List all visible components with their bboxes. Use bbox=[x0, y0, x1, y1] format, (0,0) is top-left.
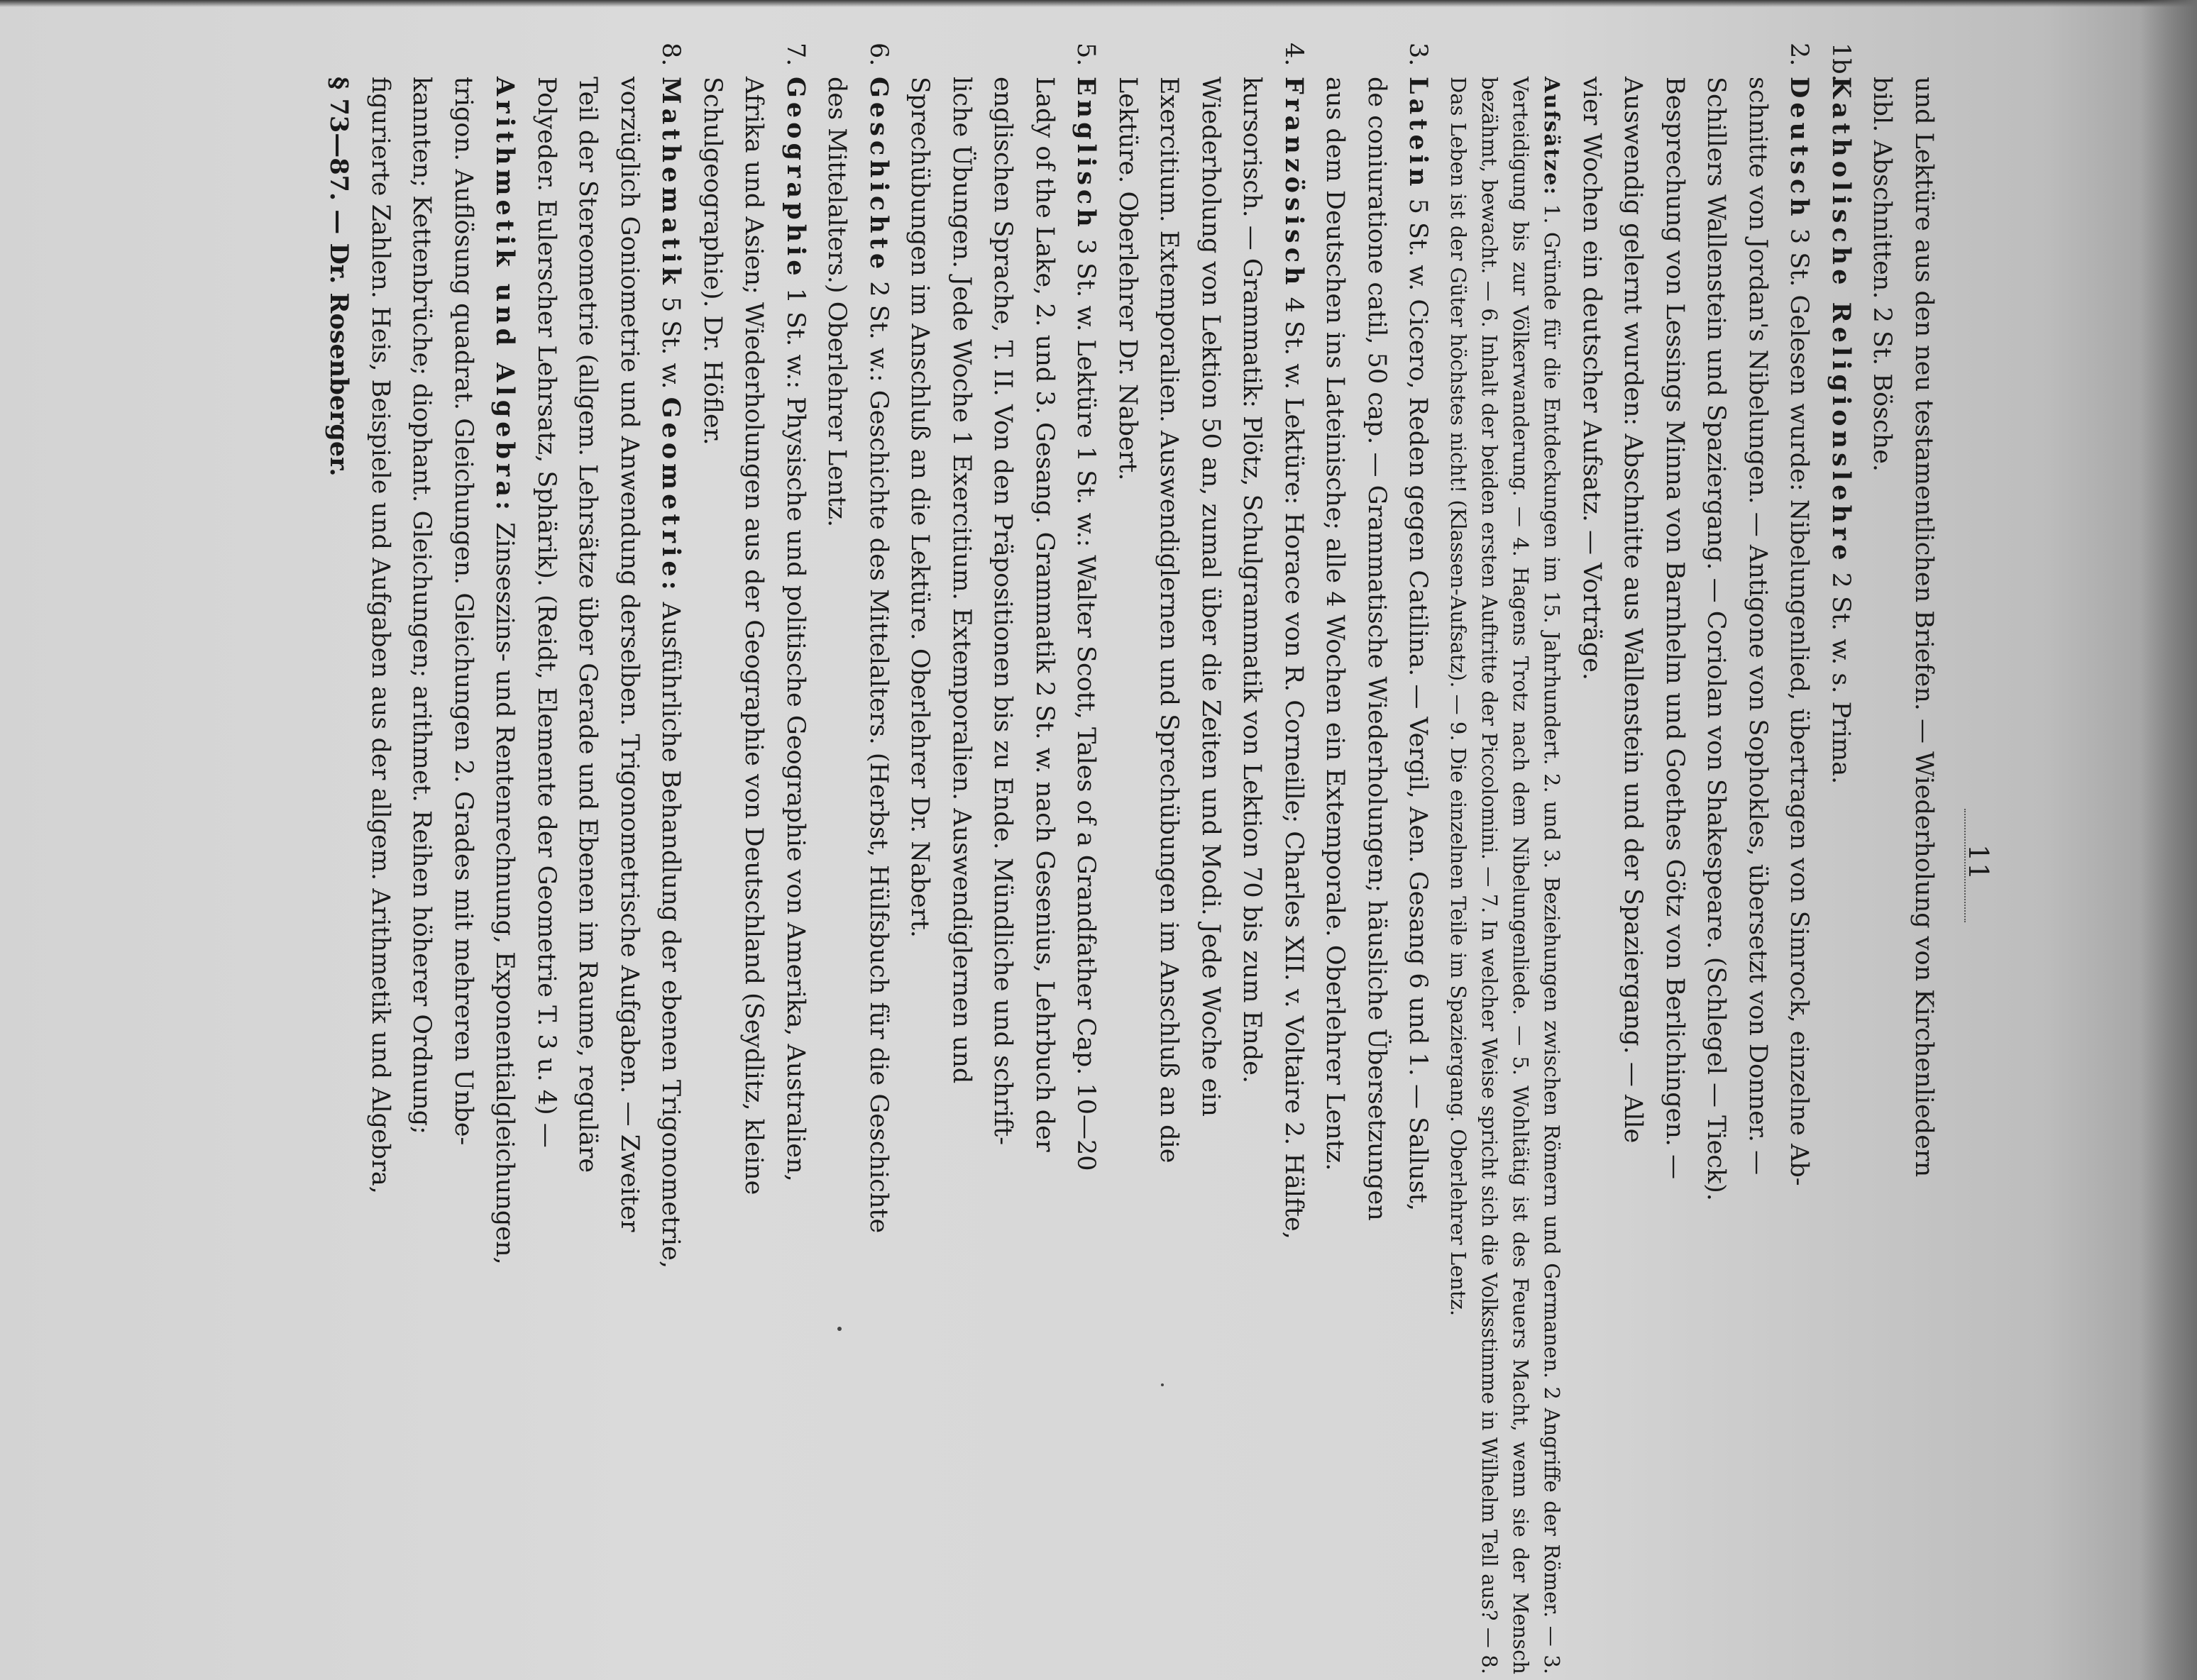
section-subject: Deutsch bbox=[1785, 77, 1815, 221]
section-geschichte: 6.Geschichte 2 St. w.: Geschichte des Mittelalters. (Herbst, Hülfsbuch für die Geschichte bbox=[858, 43, 900, 1674]
text-line: Afrika und Asien; Wiederholungen aus der Geographie von Deutschland (Seydlitz, kleine bbox=[739, 77, 769, 1195]
text-line: Schillers Wallenstein und Spaziergang. — Coriolan von Shakespeare. (Schlegel — Tieck). bbox=[1702, 77, 1731, 1201]
text-line: kursorisch. — Grammatik: Plötz, Schulgrammatik von Lektion 70 bis zum Ende. bbox=[1238, 77, 1267, 1084]
section-mathematik: 8.Mathematik 5 St. w. Geometrie: Ausführliche Behandlung der ebenen Trigonometrie, bbox=[650, 43, 692, 1674]
text-line: Exercitium. Extemporalien. Auswendiglernen und Sprechübungen im Anschluß an die bbox=[1155, 77, 1184, 1164]
aufsaetze-list: Aufsätze: 1. Gründe für die Entdeckungen im 15. Jahrhundert. 2. und 3. Beziehungen zwischen Römern und Germanen. 2 Angriffe der Römer. — 3. Verteidigung bis zur Völkerwanderung. — 4. Hagens Trotz nach dem Nibelungenliede. — 5. Wohltätig ist des Feuers Macht, wenn sie der Mensch bezähmt, bewacht. — 6. Inhalt der beiden ersten Auftritte der Piccolomini. — 7. In welcher Weise spricht sich die Volksstimme in Wilhelm Tell aus? — 8. Das Leben ist der Güter höchstes nicht! (Klassen-Aufsatz). — 9. Die einzelnen Teile im Spaziergang. Oberlehrer Lentz. bbox=[1446, 77, 1565, 1674]
text-line: Teil der Stereometrie (allgem. Lehrsätze über Gerade und Ebenen im Raume, reguläre bbox=[573, 77, 602, 1173]
text-line: Besprechung von Lessings Minna von Barnhelm und Goethes Götz von Berlichingen. — bbox=[1661, 77, 1689, 1180]
page-number-rule bbox=[1964, 809, 1966, 922]
section-englisch: 5.Englisch 3 St. w. Lektüre 1 St. w.: Walter Scott, Tales of a Grandfather Cap. 10—20 bbox=[1065, 43, 1107, 1674]
text-line: bibl. Abschnitten. 2 St. Bösche. bbox=[1868, 77, 1897, 472]
section-religion: 1b.Katholische Religionslehre 2 St. w. s. Prima. bbox=[1820, 43, 1862, 1674]
scan-right-edge-shadow bbox=[2140, 0, 2197, 1680]
text-line: Polyeder. Eulerscher Lehrsatz, Sphärik). (Reidt, Elemente der Geometrie T. 3 u. 4) — bbox=[532, 77, 561, 1148]
scan-top-edge bbox=[0, 0, 2197, 7]
text-line: Lektüre. Oberlehrer Dr. Nabert. bbox=[1113, 77, 1142, 481]
geometrie-label: Geometrie: bbox=[656, 397, 686, 595]
arithmetik-label: Arithmetik und Algebra: bbox=[490, 77, 520, 514]
text-line: vorzüglich Goniometrie und Anwendung derselben. Trigonometrische Aufgaben. — Zweiter bbox=[615, 77, 644, 1232]
text-line: Schulgeographie). Dr. Höfler. bbox=[698, 77, 727, 446]
text-line: schnitte von Jordan's Nibelungen. — Antigone von Sophokles, übersetzt von Donner. — bbox=[1744, 77, 1772, 1176]
section-number: 3. bbox=[1404, 43, 1433, 67]
text-line: Lady of the Lake, 2. und 3. Gesang. Grammatik 2 St. w. nach Gesenius, Lehrbuch der bbox=[1030, 77, 1059, 1152]
text-line: und Lektüre aus den neu testamentlichen Briefen. — Wiederholung von Kirchenliedern bbox=[1910, 77, 1938, 1178]
section-number: 5. bbox=[1072, 43, 1101, 67]
text-line: trigon. Auflösung quadrat. Gleichungen. Gleichungen 2. Grades mit mehreren Unbe- bbox=[449, 77, 478, 1146]
section-subject: Geschichte bbox=[864, 77, 893, 274]
text-line: englischen Sprache, T. II. Von den Präpositionen bis zu Ende. Mündliche und schrift- bbox=[989, 77, 1018, 1146]
section-subject: Englisch bbox=[1072, 77, 1101, 231]
section-number: 8. bbox=[656, 43, 685, 67]
section-number: 6. bbox=[864, 43, 893, 67]
text-line: aus dem Deutschen ins Lateinische; alle 4 Wochen ein Extemporale. Oberlehrer Lentz. bbox=[1321, 77, 1350, 1171]
section-subject: Mathematik bbox=[656, 77, 686, 289]
text-line: vier Wochen ein deutscher Aufsatz. — Vorträge. bbox=[1577, 77, 1606, 680]
section-franzoesisch: 4.Französisch 4 St. w. Lektüre: Horace von R. Corneille; Charles XII. v. Voltaire 2. Hälfte, bbox=[1273, 43, 1315, 1674]
text-line: kannten; Kettenbrüche; diophant. Gleichungen; arithmet. Reihen höherer Ordnung; bbox=[407, 77, 436, 1134]
section-subject: Französisch bbox=[1279, 77, 1309, 289]
section-number: 7. bbox=[781, 43, 810, 67]
section-subject: Katholische Religionslehre bbox=[1827, 77, 1856, 565]
text-line: de coniuratione catil, 50 cap. — Grammatische Wiederholungen; häusliche Übersetzungen bbox=[1362, 77, 1391, 1221]
section-number: 4. bbox=[1279, 43, 1308, 67]
page-number: 11 bbox=[1963, 844, 1994, 882]
text-line: figurierte Zahlen. Heis, Beispiele und Aufgaben aus der allgem. Arithmetik und Algebra, bbox=[366, 77, 395, 1194]
section-subject: Latein bbox=[1404, 77, 1433, 191]
text-line: Auswendig gelernt wurden: Abschnitte aus Wallenstein und der Spaziergang. — Alle bbox=[1619, 77, 1648, 1144]
text-line: Wiederholung von Lektion 50 an, zumal über die Zeiten und Modi. Jede Woche ein bbox=[1196, 77, 1225, 1117]
text-line: § 73—87. — Dr. Rosenberger. bbox=[324, 77, 354, 477]
section-number: 1b. bbox=[1827, 43, 1855, 82]
aufsaetze-label: Aufsätze: bbox=[1540, 77, 1565, 197]
section-subject: Geographie bbox=[781, 77, 810, 280]
text-line: des Mittelalters.) Oberlehrer Lentz. bbox=[822, 77, 852, 528]
text-line: liche Übungen. Jede Woche 1 Exercitium. Extemporalien. Auswendiglernen und bbox=[947, 77, 976, 1084]
section-deutsch: 2.Deutsch 3 St. Gelesen wurde: Nibelungenlied, übertragen von Simrock, einzelne Ab- bbox=[1778, 43, 1820, 1674]
rotated-text-page bbox=[312, 43, 1994, 1674]
section-latein: 3.Latein 5 St. w. Cicero, Reden gegen Catilina. — Vergil, Aen. Gesang 6 und 1. — Sallust, bbox=[1397, 43, 1439, 1674]
section-geographie: 7.Geographie 1 St. w.: Physische und politische Geographie von Amerika, Australien, bbox=[775, 43, 817, 1674]
text-line: Sprechübungen im Anschluß an die Lektüre. Oberlehrer Dr. Nabert. bbox=[905, 77, 935, 938]
section-number: 2. bbox=[1785, 43, 1814, 67]
curriculum-text bbox=[318, 43, 1944, 1674]
text-line: Arithmetik und Algebra: Zinseszins- und Rentenrechnung, Exponentialgleichungen, bbox=[490, 77, 520, 1265]
